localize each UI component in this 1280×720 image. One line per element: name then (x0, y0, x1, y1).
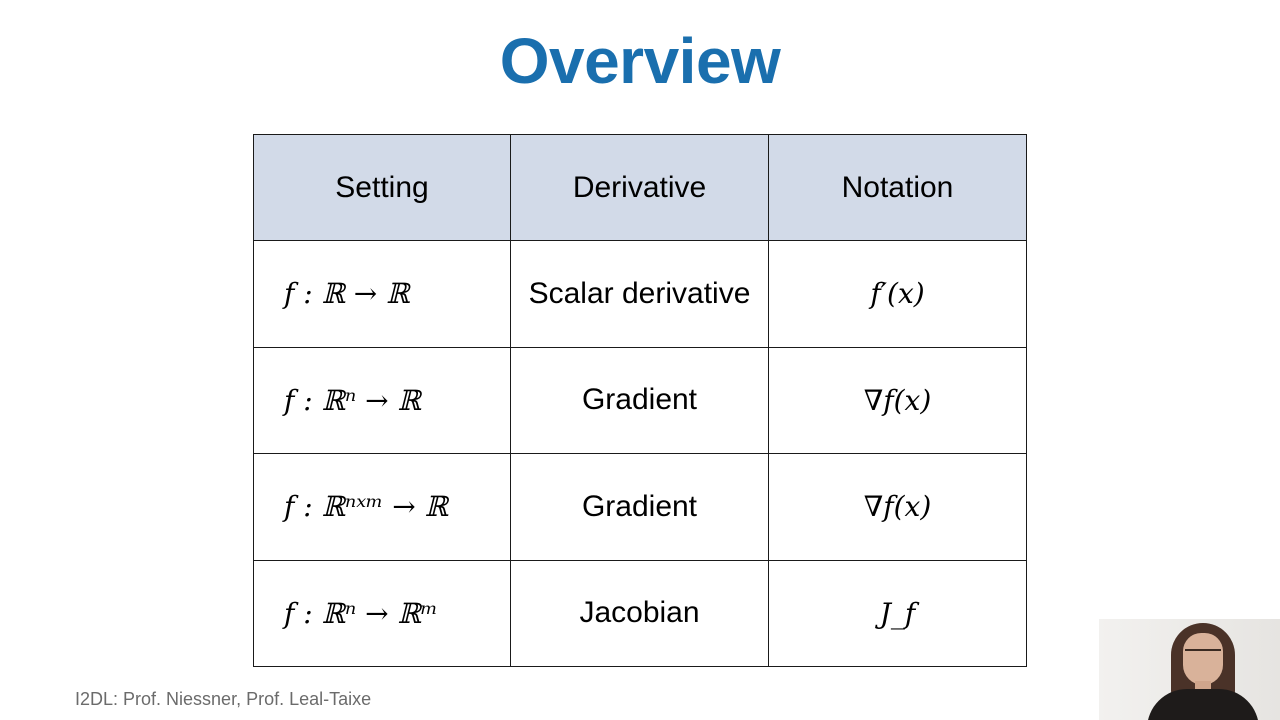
derivative-cell: Gradient (511, 347, 769, 454)
notation-cell: ∇f(x) (769, 347, 1027, 454)
presenter-glasses (1185, 649, 1221, 661)
header-notation: Notation (769, 135, 1027, 241)
derivative-cell: Jacobian (511, 560, 769, 667)
notation-cell: J_f (769, 560, 1027, 667)
table-row (254, 347, 1027, 454)
slide-title: Overview (499, 25, 781, 97)
setting-cell: f : ℝⁿ → ℝ (254, 347, 511, 454)
header-setting: Setting (254, 135, 511, 241)
table-header-row (254, 135, 1027, 241)
setting-cell: f : ℝⁿ → ℝᵐ (254, 560, 511, 667)
table-row (254, 560, 1027, 667)
table-row (254, 241, 1027, 348)
setting-cell: f : ℝⁿˣᵐ → ℝ (254, 454, 511, 561)
header-derivative: Derivative (511, 135, 769, 241)
derivative-cell: Gradient (511, 454, 769, 561)
slide-footer: I2DL: Prof. Niessner, Prof. Leal-Taixe (75, 689, 372, 709)
overview-table (253, 134, 1027, 667)
notation-cell: f′(x) (769, 241, 1027, 348)
derivative-cell: Scalar derivative (511, 241, 769, 348)
notation-cell: ∇f(x) (769, 454, 1027, 561)
presenter-video (1099, 619, 1280, 720)
setting-cell: f : ℝ → ℝ (254, 241, 511, 348)
table-row (254, 454, 1027, 561)
